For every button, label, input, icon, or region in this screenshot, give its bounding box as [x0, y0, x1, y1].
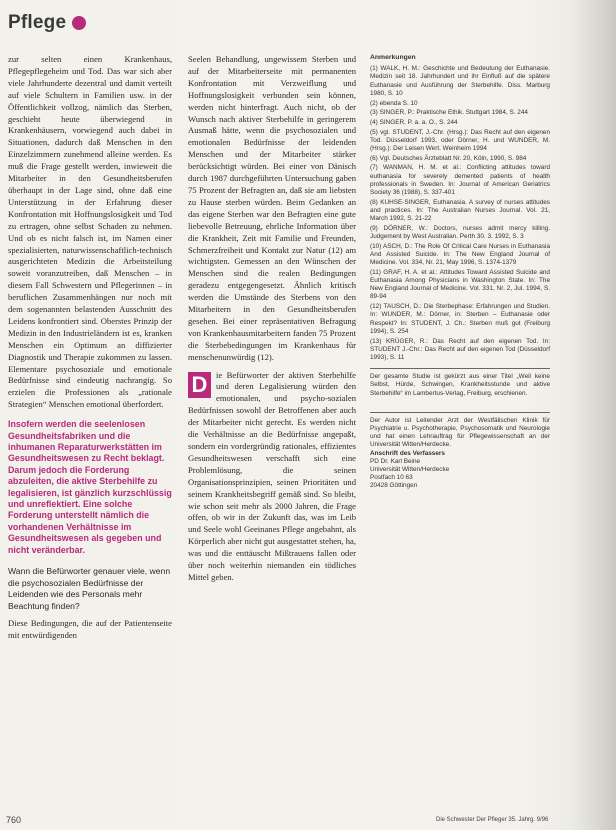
footnote: (3) SINGER, P.: Praktische Ethik. Stuttgart 1984, S. 244 [370, 109, 528, 117]
body-paragraph: Seelen Behandlung, ungewissem Sterben und auf der Mitarbeiterseite mit permanenten Konfrontation mit Verzweiflung und Hoffnungslosigkeit verbunden sein können, werden nicht hinterfragt. Auch nicht, ob der Wunsch nach aktiver Sterbehilfe in geringerem Ausmaß hätte, wenn die psychosozialen und emotionalen Bedürfnisse der leidenden Menschen und der Mitarbeiter stärker berücksichtigt würden. Bei einer von Dänisch durch 1987 durchgeführten Untersuchung gaben 75 Prozent der Befragten an, daß sie am liebsten zu Hause sterben würden. Beim Gedanken an das eigene Sterben war den Befragten eine gute liebevolle Betreuung, ehrliche Information über die Krankheit, Zeit mit Familie und Freunden, Schmerzfreiheit und Kontakt zur Natur (12) am wichtigsten. Gemessen an den Wünschen der Menschen sind die realen Bedingungen geradezu entgegengesetzt. Ähnlich kritisch werden die Umstände des Sterbens von den Mitarbeitern in den Gesundheitsberufen gesehen. Bei einer repräsentativen Befragung von Krankenhausmitarbeitern fanden 75 Prozent die Sterbebedingungen im Krankenhaus für menschenunwürdig (12). [188, 54, 356, 362]
address-line: Postfach 10 63 [370, 474, 413, 482]
address-line: 20428 Göttingen [370, 482, 418, 490]
page-number: 760 [6, 815, 22, 825]
notes-column [370, 54, 550, 491]
section-dot-icon [72, 16, 86, 30]
body-paragraph: zur selten einen Krankenhaus, Pflegepflegeheim und Tod. Das war sich aber viele Jahrhunderte dezentral und damit verteilt auf viele Schultern in Familien usw. in der Öffentlichkeit vollzog, nämlich das Sterben, geschieht heute überwiegend in Krankenhäusern, vorwiegend auch dabei in Situationen, dadurch daß Menschen in den Einzelzimmern zunehmend alleine werden. Es muß die Frage gestellt werden, inwieweit die Mitarbeiter in den Gesundheitsberufen überhaupt in der Lage sind, ohne daß eine Unterstützung in der Erfahrung dieser Konfrontation mit Hoffnungslosigkeit und Tod zu ertragen, ohne selbst Schaden zu nehmen. Und ob es nicht falsch ist, im Namen einer spezialisierten, naturwissenschaftlich-technisch ausgerichteten Medizin die Arbeitsteilung soweit voranzutreiben, daß Menschen – in diesem Fall Schwestern und Pflegerinnen – in beruflichen Zusammenhängen nur noch mit dem sogenannten belastenden Ausschnitt des Leidens konfrontiert sind. Oberstes Prinzip der Medizin in den Industrieländern ist es, kranken Menschen ein Optimum an diffizierter Diagnostik und Therapie zukommen zu lassen. Elementare psychosoziale und emotionale Bedürfnisse sind eindeutig nachrangig. So erzielen die Professionen als „rationale Strategien“ Menschen emotional überfordert. [8, 54, 172, 410]
footer-source: Die Schwester Der Pfleger 35. Jahrg. 9/96 [436, 817, 549, 823]
footnote: (5) vgl. STUDENT, J.-Chr. (Hrsg.): Das Recht auf den eigenen Tod. Düsseldorf 1993, oder Dörner, H. und WUNDER, M. (Hrsg.): Der Leisen Wert. Weinheim 1994 [370, 128, 550, 153]
address-heading: Anschrift des Verfassers [370, 449, 445, 457]
publication-note-text: Der gesamte Studie ist gekürzt aus einer Titel „Weil keine Selbst, Hürde, Schwingen, Krankheitsstunde und aktive Sterbehilfe“ im Lambertus-Verlag, Freiburg, erschienen. [370, 373, 550, 397]
footnote: (7) WANMAN, H. M. et al.: Conflicting attitudes toward euthanasia for severely demented patients of health professionals in Sweden. In: Journal of American Geriatrics Society 36 (1988), S. 337-401 [370, 164, 550, 197]
text-column-1 [8, 54, 172, 642]
footnote: (13) KRÜGER, R.: Das Recht auf den eigenen Tod. In: STUDENT J.-Chr.: Das Recht auf den eigenen Tod (Düsseldorf 1993), S. 11 [370, 337, 550, 361]
footnote: (8) KUHSE-SINGER, Euthanasia. A survey of nurses attitudes and practices. In: The Australian Nurses Journal. Vol. 21, March 1992, S. 21-22 [370, 198, 550, 223]
body-paragraph-end: Diese Bedingungen, die auf der Patientenseite mit entwürdigenden [8, 618, 172, 641]
dropcap-paragraph [188, 370, 356, 584]
section-title: Pflege [8, 12, 67, 33]
footnote: (9) DÖRNER, W.: Doctors, nurses admit mercy killing. Judgement by West Australian. Perth 30. 3. 1992, S. 3 [370, 224, 550, 241]
footnote: (2) ebenda S. 10 [370, 99, 418, 107]
footnote: (1) WALK, H. M.: Geschichte und Bedeutung der Euthanasie. Medizin seit 18. Jahrhundert und ihr Einfluß auf die spätere Euthanasie und Ausführung der Sterbehilfe. Diss. Marburg 1980, S. 10 [370, 65, 550, 97]
author-info-text: Der Autor ist Leitender Arzt der Westfälischen Klinik für Psychiatrie u. Psychotherapie, Psychosomatik und Neurologie und hat einen Lehrauftrag für Pflegewissenschaft an der Universität Witten/Herdecke. [370, 416, 550, 449]
dropcap-paragraph-text: ie Befürworter der aktiven Sterbehilfe und deren Legalisierung würden den emotionalen, und psycho-sozialen Bedürfnissen sowohl der Betroffenen aber auch der Mitarbeiter nicht gerecht. Es werden nicht die Verhältnisse an die Bedürfnisse angepaßt, sondern ein vordergründig rationales, effizientes Gesundheitswesen verschafft sich eine Problemlösung, die seinen Organisationsprinzipien, seinen Prioritäten und seinem Krankheitsbegriff gemäß sind. So bleibt, wie schon seit mehr als 2000 Jahren, die Frage offen, ob wir in der Zukunft das, was im Leib und Seele wohl Geeinanes Pflege angebahnt, als Körperlich aber nicht gut ausgestattet stehen, ha, was und die enttäuscht Mißtrauens fallen oder über noch weiterhin niemanden ein tödliches Mittel geben. [188, 369, 356, 582]
text-column-2 [188, 54, 356, 584]
section-header [8, 12, 86, 34]
address-line: PD Dr. Karl Beine [370, 457, 421, 465]
drop-cap: D [188, 372, 211, 398]
footnote: (12) TAUSCH, D.: Die Sterbephase: Erfahrungen und Studien. In: WUNDER, M.: Dörner, in: Sterben – Euthanasie oder Respekt? In: STUDENT, J. Ch.: Sterben muß gut (Freiburg 1994), S. 254 [370, 303, 550, 335]
footnote: (10) ASCH, D.: The Role Of Critical Care Nurses in Euthanasia And Assisted Suicide. In: The New England Journal of Medicine. Vol. 334, Nr. 21, May 1996, S. 1374-1379 [370, 242, 550, 267]
footnote: (11) GRAF, H. A. et al.: Attitudes Toward Assisted Suicide and Euthanasia Among Physicians in Washington State. In: The New England Journal of Medicine. Vol. 331, Nr. 2, Jul. 1994, S. 89-94 [370, 268, 550, 301]
footnote: (6) Vgl. Deutsches Ärzteblatt Nr. 20, Köln, 1990, S. 984 [370, 154, 527, 162]
notes-heading: Anmerkungen [370, 54, 416, 61]
address-line: Universität Witten/Herdecke [370, 465, 450, 473]
pull-quote: Insofern werden die seelenlosen Gesundheitsfabriken und die inhumanen Reparaturwerkstätten im Gesundheitswesen zu Recht beklagt. Darum jedoch die Forderung abzuleiten, die aktive Sterbehilfe zu legalisieren, ist gänzlich kurzschlüssig und unreflektiert. Eine solche Forderung unterstellt nämlich die vorhandenen Verhältnisse im Gesundheitswesen als gegeben und nicht veränderbar. [8, 419, 172, 555]
question-paragraph: Wann die Befürworter genauer viele, wenn die psychosozialen Bedürfnisse der Leidenden wie des Personals mehr Beachtung finden? [8, 566, 171, 611]
author-info [370, 412, 550, 450]
footnote: (4) SINGER, P. a. a. O., S. 244 [370, 118, 458, 126]
publication-note [370, 368, 550, 398]
